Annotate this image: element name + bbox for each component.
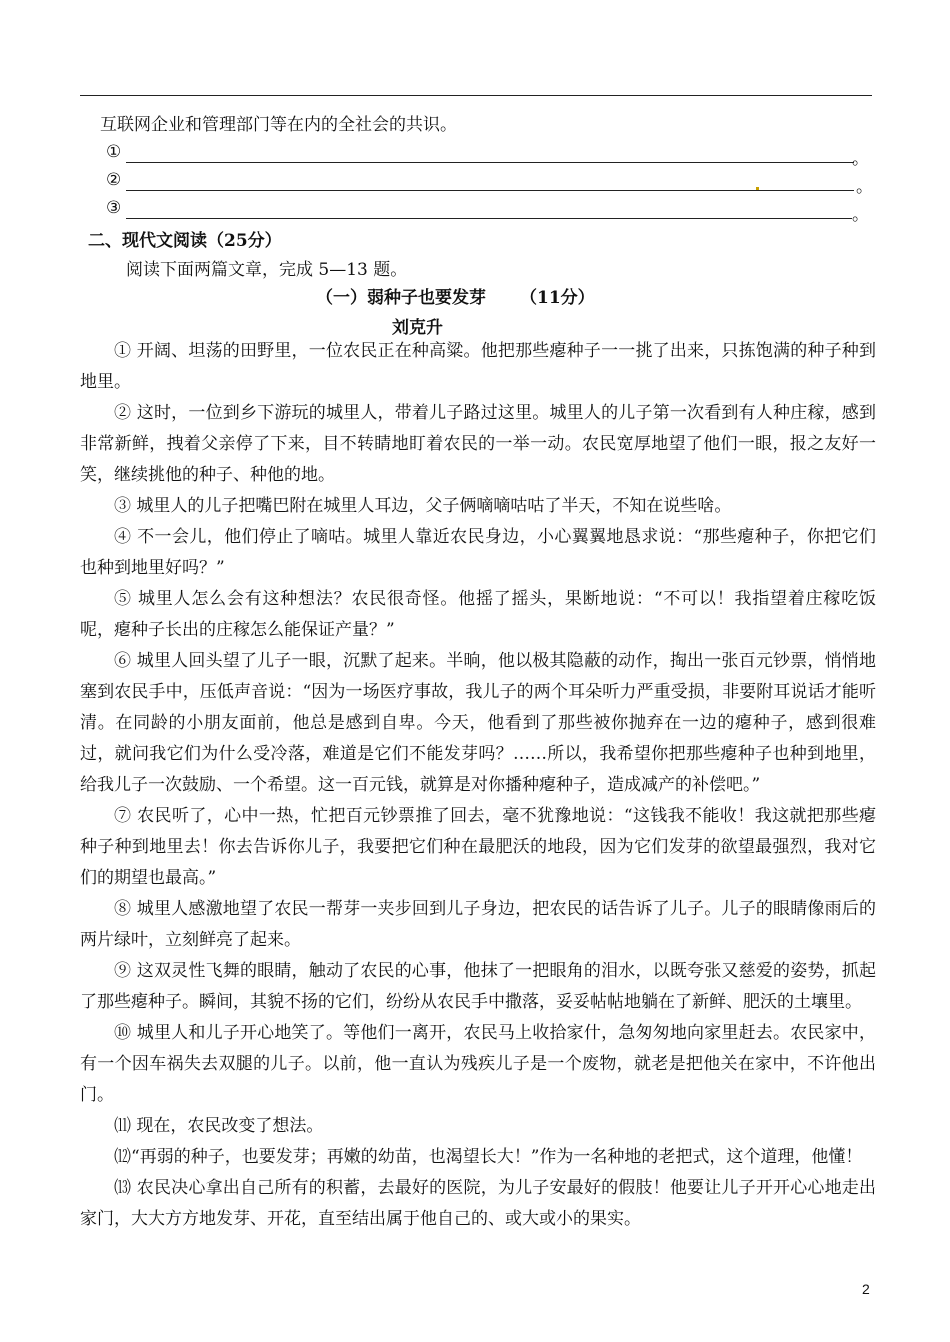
page-number: 2 xyxy=(862,1281,870,1297)
header-rule xyxy=(80,95,872,96)
passage-title xyxy=(316,283,595,308)
answer-blank-1[interactable] xyxy=(106,142,869,169)
paragraph-9: ⑨ 这双灵性飞舞的眼睛，触动了农民的心事，他抹了一把眼角的泪水，以既夸张又慈爱的姿势，抓起了那些瘪种子。瞬间，其貌不扬的它们，纷纷从农民手中撒落，妥妥帖帖地躺在了新鲜、肥沃的土壤里。 xyxy=(80,961,876,1012)
paragraph-2: ② 这时，一位到乡下游玩的城里人，带着儿子路过这里。城里人的儿子第一次看到有人种庄稼，感到非常新鲜，拽着父亲停了下来，目不转睛地盯着农民的一举一动。农民宽厚地望了他们一眼，报之友好一笑，继续挑他的种子、种他的地。 xyxy=(80,403,876,485)
paragraph-3: ③ 城里人的儿子把嘴巴附在城里人耳边，父子俩嘀嘀咕咕了半天，不知在说些啥。 xyxy=(114,496,732,516)
passage-author: 刘克升 xyxy=(392,318,443,338)
paragraph-1: ① 开阔、坦荡的田野里，一位农民正在种高粱。他把那些瘪种子一一挑了出来，只拣饱满的种子种到地里。 xyxy=(80,341,876,392)
paragraph-13: ⒀ 农民决心拿出自己所有的积蓄，去最好的医院，为儿子安最好的假肢！他要让儿子开开心心地走出家门，大大方方地发芽、开花，直至结出属于他自己的、或大或小的果实。 xyxy=(80,1178,876,1229)
blank-end-mark: 。 xyxy=(852,149,869,169)
paragraph-11: ⑾ 现在，农民改变了想法。 xyxy=(114,1116,324,1136)
blank-end-mark: 。 xyxy=(856,177,873,197)
blank-line xyxy=(126,218,852,219)
passage-title-text: （一）弱种子也要发芽 xyxy=(316,288,486,308)
answer-blank-2[interactable] xyxy=(106,170,873,197)
paragraph-5: ⑤ 城里人怎么会有这种想法？农民很奇怪。他摇了摇头，果断地说：“不可以！我指望着庄稼吃饭呢，瘪种子长出的庄稼怎么能保证产量？” xyxy=(80,589,876,640)
passage-score: （11分） xyxy=(520,288,595,308)
paragraph-12: ⑿“再弱的种子，也要发芽；再嫩的幼苗，也渴望长大！”作为一名种地的老把式，这个道理，他懂！ xyxy=(114,1147,863,1167)
section-heading: 二、现代文阅读（25分） xyxy=(88,231,282,251)
blank-number: ② xyxy=(106,170,122,190)
paragraph-7: ⑦ 农民听了，心中一热，忙把百元钞票推了回去，毫不犹豫地说：“这钱我不能收！我这就把那些瘪种子种到地里去！你去告诉你儿子，我要把它们种在最肥沃的地段，因为它们发芽的欲望最强烈，我对它们的期望也最高。” xyxy=(80,806,876,888)
blank-number: ① xyxy=(106,142,122,162)
answer-blank-3[interactable] xyxy=(106,198,869,225)
paragraph-8: ⑧ 城里人感激地望了农民一帮芽一夹步回到儿子身边，把农民的话告诉了儿子。儿子的眼睛像雨后的两片绿叶，立刻鲜亮了起来。 xyxy=(80,899,876,950)
article-body xyxy=(80,336,876,1235)
reading-instruction: 阅读下面两篇文章，完成 5—13 题。 xyxy=(126,260,408,280)
paragraph-4: ④ 不一会儿，他们停止了嘀咕。城里人靠近农民身边，小心翼翼地恳求说：“那些瘪种子，你把它们也种到地里好吗？” xyxy=(80,527,876,578)
blank-line xyxy=(126,190,854,191)
blank-line xyxy=(126,162,854,163)
paragraph-6: ⑥ 城里人回头望了儿子一眼，沉默了起来。半晌，他以极其隐蔽的动作，掏出一张百元钞票，悄悄地塞到农民手中，压低声音说：“因为一场医疗事故，我儿子的两个耳朵听力严重受损，非要附耳说话才能听清。在同龄的小朋友面前，他总是感到自卑。今天，他看到了那些被你抛弃在一边的瘪种子，感到很难过，就问我它们为什么受冷落，难道是它们不能发芽吗？……所以，我希望你把那些瘪种子也种到地里，给我儿子一次鼓励、一个希望。这一百元钱，就算是对你播种瘪种子，造成减产的补偿吧。” xyxy=(80,651,876,795)
blank-number: ③ xyxy=(106,198,122,218)
paragraph-10: ⑩ 城里人和儿子开心地笑了。等他们一离开，农民马上收拾家什，急匆匆地向家里赶去。农民家中，有一个因车祸失去双腿的儿子。以前，他一直认为残疾儿子是一个废物，就老是把他关在家中，不许他出门。 xyxy=(80,1023,876,1105)
blank-end-mark: 。 xyxy=(852,205,869,225)
stray-mark xyxy=(756,187,759,190)
intro-line: 互联网企业和管理部门等在内的全社会的共识。 xyxy=(100,115,457,135)
